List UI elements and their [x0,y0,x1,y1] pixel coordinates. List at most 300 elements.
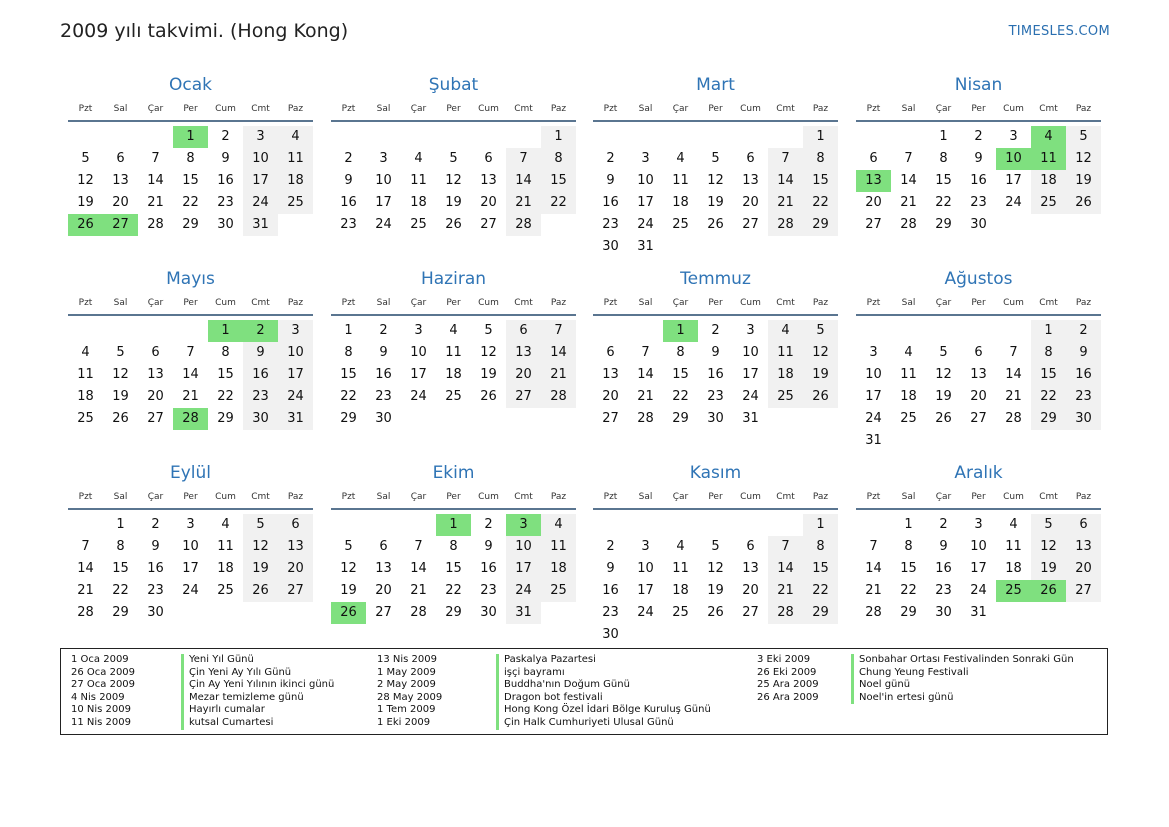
day-cell[interactable]: 7 [1009,345,1018,360]
day-cell[interactable]: 9 [606,173,615,188]
day-cell[interactable]: 8 [116,539,125,554]
day-cell[interactable]: 14 [410,561,427,576]
day-cell[interactable]: 18 [1031,170,1066,192]
day-cell[interactable]: 23 [147,583,164,598]
day-cell[interactable]: 28 [865,605,882,620]
day-cell[interactable]: 26 [935,411,952,426]
day-cell[interactable]: 1 [344,323,353,338]
day-cell[interactable]: 6 [746,151,755,166]
day-cell[interactable]: 12 [77,173,94,188]
day-cell[interactable]: 25 [672,605,689,620]
day-cell[interactable]: 20 [480,195,497,210]
day-cell[interactable]: 6 [278,514,313,536]
day-cell[interactable]: 16 [375,367,392,382]
day-cell[interactable]: 11 [77,367,94,382]
day-cell[interactable]: 30 [480,605,497,620]
day-cell[interactable]: 2 [1066,320,1101,342]
day-cell[interactable]: 23 [1066,386,1101,408]
day-cell[interactable]: 23 [707,389,724,404]
day-cell[interactable]: 20 [1066,558,1101,580]
day-cell[interactable]: 20 [147,389,164,404]
day-cell[interactable]: 13 [147,367,164,382]
day-cell[interactable]: 12 [935,367,952,382]
day-cell[interactable]: 11 [768,342,803,364]
day-cell[interactable]: 14 [637,367,654,382]
day-cell[interactable]: 19 [707,195,724,210]
day-cell[interactable]: 12 [1031,536,1066,558]
day-cell[interactable]: 30 [602,239,619,254]
day-cell[interactable]: 19 [1066,170,1101,192]
day-cell[interactable]: 23 [602,217,619,232]
day-cell[interactable]: 17 [637,583,654,598]
day-cell[interactable]: 9 [974,151,983,166]
day-cell[interactable]: 22 [340,389,357,404]
day-cell[interactable]: 3 [869,345,878,360]
day-cell[interactable]: 29 [112,605,129,620]
day-cell[interactable]: 16 [935,561,952,576]
day-cell[interactable]: 15 [1031,364,1066,386]
day-cell[interactable]: 4 [81,345,90,360]
day-cell[interactable]: 28 [768,214,803,236]
day-cell[interactable]: 18 [1005,561,1022,576]
day-cell[interactable]: 23 [340,217,357,232]
day-cell[interactable]: 1 [803,126,838,148]
day-cell[interactable]: 5 [711,151,720,166]
day-cell[interactable]: 16 [340,195,357,210]
day-cell[interactable]: 10 [996,148,1031,170]
day-cell[interactable]: 1 [904,517,913,532]
day-cell[interactable]: 28 [637,411,654,426]
day-cell[interactable]: 14 [77,561,94,576]
day-cell[interactable]: 26 [445,217,462,232]
day-cell[interactable]: 3 [641,151,650,166]
day-cell[interactable]: 15 [182,173,199,188]
day-cell[interactable]: 10 [375,173,392,188]
day-cell[interactable]: 7 [506,148,541,170]
day-cell[interactable]: 10 [410,345,427,360]
day-cell[interactable]: 7 [768,148,803,170]
day-cell[interactable]: 8 [541,148,576,170]
day-cell[interactable]: 15 [803,170,838,192]
day-cell[interactable]: 12 [707,173,724,188]
day-cell[interactable]: 6 [116,151,125,166]
site-link[interactable]: TIMESLES.COM [1008,24,1110,39]
day-cell[interactable]: 11 [1005,539,1022,554]
day-cell[interactable]: 25 [541,580,576,602]
day-cell[interactable]: 23 [480,583,497,598]
day-cell[interactable]: 10 [278,342,313,364]
day-cell[interactable]: 9 [939,539,948,554]
day-cell[interactable]: 13 [278,536,313,558]
day-cell[interactable]: 1 [803,514,838,536]
day-cell[interactable]: 3 [278,320,313,342]
day-cell[interactable]: 21 [768,192,803,214]
day-cell[interactable]: 22 [445,583,462,598]
day-cell[interactable]: 21 [865,583,882,598]
day-cell[interactable]: 27 [970,411,987,426]
day-cell[interactable]: 2 [344,151,353,166]
day-cell[interactable]: 2 [379,323,388,338]
day-cell[interactable]: 30 [375,411,392,426]
day-cell[interactable]: 26 [331,602,366,624]
day-cell[interactable]: 1 [541,126,576,148]
day-cell[interactable]: 4 [1031,126,1066,148]
day-cell[interactable]: 17 [278,364,313,386]
day-cell[interactable]: 7 [81,539,90,554]
day-cell[interactable]: 18 [410,195,427,210]
day-cell[interactable]: 16 [147,561,164,576]
day-cell[interactable]: 20 [742,195,759,210]
day-cell[interactable]: 10 [637,173,654,188]
day-cell[interactable]: 7 [641,345,650,360]
day-cell[interactable]: 5 [803,320,838,342]
day-cell[interactable]: 14 [147,173,164,188]
day-cell[interactable]: 8 [803,536,838,558]
day-cell[interactable]: 27 [103,214,138,236]
day-cell[interactable]: 7 [414,539,423,554]
day-cell[interactable]: 27 [602,411,619,426]
day-cell[interactable]: 8 [221,345,230,360]
day-cell[interactable]: 8 [676,345,685,360]
day-cell[interactable]: 16 [1066,364,1101,386]
day-cell[interactable]: 22 [672,389,689,404]
day-cell[interactable]: 17 [506,558,541,580]
day-cell[interactable]: 24 [1005,195,1022,210]
day-cell[interactable]: 5 [1066,126,1101,148]
day-cell[interactable]: 13 [742,173,759,188]
day-cell[interactable]: 10 [182,539,199,554]
day-cell[interactable]: 5 [344,539,353,554]
day-cell[interactable]: 9 [151,539,160,554]
day-cell[interactable]: 14 [900,173,917,188]
day-cell[interactable]: 7 [904,151,913,166]
day-cell[interactable]: 11 [1031,148,1066,170]
day-cell[interactable]: 31 [865,433,882,448]
day-cell[interactable]: 13 [112,173,129,188]
day-cell[interactable]: 25 [996,580,1031,602]
day-cell[interactable]: 26 [112,411,129,426]
day-cell[interactable]: 13 [602,367,619,382]
day-cell[interactable]: 24 [278,386,313,408]
day-cell[interactable]: 23 [935,583,952,598]
day-cell[interactable]: 28 [900,217,917,232]
day-cell[interactable]: 8 [344,345,353,360]
day-cell[interactable]: 2 [221,129,230,144]
day-cell[interactable]: 19 [77,195,94,210]
day-cell[interactable]: 26 [480,389,497,404]
day-cell[interactable]: 22 [803,580,838,602]
day-cell[interactable]: 29 [935,217,952,232]
day-cell[interactable]: 6 [151,345,160,360]
day-cell[interactable]: 30 [243,408,278,430]
day-cell[interactable]: 24 [742,389,759,404]
day-cell[interactable]: 27 [147,411,164,426]
day-cell[interactable]: 31 [970,605,987,620]
day-cell[interactable]: 22 [803,192,838,214]
day-cell[interactable]: 17 [182,561,199,576]
day-cell[interactable]: 5 [116,345,125,360]
day-cell[interactable]: 2 [606,151,615,166]
day-cell[interactable]: 19 [1031,558,1066,580]
day-cell[interactable]: 29 [672,411,689,426]
day-cell[interactable]: 6 [506,320,541,342]
day-cell[interactable]: 16 [480,561,497,576]
day-cell[interactable]: 29 [803,214,838,236]
day-cell[interactable]: 21 [506,192,541,214]
day-cell[interactable]: 29 [217,411,234,426]
day-cell[interactable]: 18 [77,389,94,404]
day-cell[interactable]: 31 [637,239,654,254]
day-cell[interactable]: 10 [742,345,759,360]
day-cell[interactable]: 14 [1005,367,1022,382]
day-cell[interactable]: 27 [480,217,497,232]
day-cell[interactable]: 12 [445,173,462,188]
day-cell[interactable]: 3 [379,151,388,166]
day-cell[interactable]: 8 [803,148,838,170]
day-cell[interactable]: 7 [869,539,878,554]
day-cell[interactable]: 31 [278,408,313,430]
day-cell[interactable]: 12 [1066,148,1101,170]
day-cell[interactable]: 16 [243,364,278,386]
day-cell[interactable]: 15 [445,561,462,576]
day-cell[interactable]: 1 [116,517,125,532]
day-cell[interactable]: 29 [803,602,838,624]
day-cell[interactable]: 20 [112,195,129,210]
day-cell[interactable]: 26 [1031,580,1066,602]
day-cell[interactable]: 28 [1005,411,1022,426]
day-cell[interactable]: 9 [711,345,720,360]
day-cell[interactable]: 25 [1031,192,1066,214]
day-cell[interactable]: 6 [746,539,755,554]
day-cell[interactable]: 5 [449,151,458,166]
day-cell[interactable]: 29 [182,217,199,232]
day-cell[interactable]: 4 [1009,517,1018,532]
day-cell[interactable]: 4 [449,323,458,338]
day-cell[interactable]: 6 [606,345,615,360]
day-cell[interactable]: 22 [541,192,576,214]
day-cell[interactable]: 9 [379,345,388,360]
day-cell[interactable]: 11 [541,536,576,558]
day-cell[interactable]: 3 [506,514,541,536]
day-cell[interactable]: 13 [856,170,891,192]
day-cell[interactable]: 10 [637,561,654,576]
day-cell[interactable]: 22 [1031,386,1066,408]
day-cell[interactable]: 20 [375,583,392,598]
day-cell[interactable]: 11 [217,539,234,554]
day-cell[interactable]: 29 [340,411,357,426]
day-cell[interactable]: 22 [182,195,199,210]
day-cell[interactable]: 11 [672,561,689,576]
day-cell[interactable]: 1 [1031,320,1066,342]
day-cell[interactable]: 3 [974,517,983,532]
day-cell[interactable]: 8 [1031,342,1066,364]
day-cell[interactable]: 4 [676,539,685,554]
day-cell[interactable]: 21 [1005,389,1022,404]
day-cell[interactable]: 1 [173,126,208,148]
day-cell[interactable]: 17 [970,561,987,576]
day-cell[interactable]: 9 [221,151,230,166]
day-cell[interactable]: 30 [217,217,234,232]
day-cell[interactable]: 18 [541,558,576,580]
day-cell[interactable]: 25 [278,192,313,214]
day-cell[interactable]: 1 [208,320,243,342]
day-cell[interactable]: 5 [1031,514,1066,536]
day-cell[interactable]: 28 [77,605,94,620]
day-cell[interactable]: 16 [602,195,619,210]
day-cell[interactable]: 5 [711,539,720,554]
day-cell[interactable]: 3 [746,323,755,338]
day-cell[interactable]: 6 [974,345,983,360]
day-cell[interactable]: 4 [414,151,423,166]
day-cell[interactable]: 24 [375,217,392,232]
day-cell[interactable]: 10 [506,536,541,558]
day-cell[interactable]: 28 [147,217,164,232]
day-cell[interactable]: 21 [768,580,803,602]
day-cell[interactable]: 14 [506,170,541,192]
day-cell[interactable]: 25 [672,217,689,232]
day-cell[interactable]: 12 [707,561,724,576]
day-cell[interactable]: 19 [935,389,952,404]
day-cell[interactable]: 1 [939,129,948,144]
day-cell[interactable]: 22 [217,389,234,404]
day-cell[interactable]: 13 [970,367,987,382]
day-cell[interactable]: 15 [541,170,576,192]
day-cell[interactable]: 4 [278,126,313,148]
day-cell[interactable]: 15 [340,367,357,382]
day-cell[interactable]: 19 [480,367,497,382]
day-cell[interactable]: 6 [1066,514,1101,536]
day-cell[interactable]: 26 [243,580,278,602]
day-cell[interactable]: 26 [707,217,724,232]
day-cell[interactable]: 15 [935,173,952,188]
day-cell[interactable]: 20 [506,364,541,386]
day-cell[interactable]: 30 [970,217,987,232]
day-cell[interactable]: 2 [484,517,493,532]
day-cell[interactable]: 28 [410,605,427,620]
day-cell[interactable]: 16 [707,367,724,382]
day-cell[interactable]: 18 [672,195,689,210]
day-cell[interactable]: 25 [410,217,427,232]
day-cell[interactable]: 3 [186,517,195,532]
day-cell[interactable]: 21 [541,364,576,386]
day-cell[interactable]: 13 [506,342,541,364]
day-cell[interactable]: 12 [803,342,838,364]
day-cell[interactable]: 18 [445,367,462,382]
day-cell[interactable]: 13 [480,173,497,188]
day-cell[interactable]: 4 [221,517,230,532]
day-cell[interactable]: 28 [768,602,803,624]
day-cell[interactable]: 10 [243,148,278,170]
day-cell[interactable]: 21 [410,583,427,598]
day-cell[interactable]: 8 [186,151,195,166]
day-cell[interactable]: 21 [900,195,917,210]
day-cell[interactable]: 2 [711,323,720,338]
day-cell[interactable]: 26 [1066,192,1101,214]
day-cell[interactable]: 13 [742,561,759,576]
day-cell[interactable]: 19 [243,558,278,580]
day-cell[interactable]: 2 [939,517,948,532]
day-cell[interactable]: 17 [742,367,759,382]
day-cell[interactable]: 18 [672,583,689,598]
day-cell[interactable]: 20 [278,558,313,580]
day-cell[interactable]: 2 [974,129,983,144]
day-cell[interactable]: 4 [768,320,803,342]
day-cell[interactable]: 22 [935,195,952,210]
day-cell[interactable]: 6 [484,151,493,166]
day-cell[interactable]: 21 [182,389,199,404]
day-cell[interactable]: 2 [151,517,160,532]
day-cell[interactable]: 14 [865,561,882,576]
day-cell[interactable]: 31 [243,214,278,236]
day-cell[interactable]: 14 [182,367,199,382]
day-cell[interactable]: 19 [445,195,462,210]
day-cell[interactable]: 24 [865,411,882,426]
day-cell[interactable]: 22 [900,583,917,598]
day-cell[interactable]: 25 [445,389,462,404]
day-cell[interactable]: 9 [484,539,493,554]
day-cell[interactable]: 28 [541,386,576,408]
day-cell[interactable]: 20 [742,583,759,598]
day-cell[interactable]: 24 [182,583,199,598]
day-cell[interactable]: 11 [672,173,689,188]
day-cell[interactable]: 5 [939,345,948,360]
day-cell[interactable]: 18 [900,389,917,404]
day-cell[interactable]: 26 [803,386,838,408]
day-cell[interactable]: 4 [904,345,913,360]
day-cell[interactable]: 7 [186,345,195,360]
day-cell[interactable]: 29 [1031,408,1066,430]
day-cell[interactable]: 5 [484,323,493,338]
day-cell[interactable]: 17 [637,195,654,210]
day-cell[interactable]: 1 [663,320,698,342]
day-cell[interactable]: 23 [243,386,278,408]
day-cell[interactable]: 15 [112,561,129,576]
day-cell[interactable]: 7 [541,320,576,342]
day-cell[interactable]: 27 [375,605,392,620]
day-cell[interactable]: 25 [217,583,234,598]
day-cell[interactable]: 5 [243,514,278,536]
day-cell[interactable]: 9 [606,561,615,576]
day-cell[interactable]: 25 [768,386,803,408]
day-cell[interactable]: 13 [375,561,392,576]
day-cell[interactable]: 25 [900,411,917,426]
day-cell[interactable]: 14 [768,170,803,192]
day-cell[interactable]: 1 [436,514,471,536]
day-cell[interactable]: 17 [375,195,392,210]
day-cell[interactable]: 30 [935,605,952,620]
day-cell[interactable]: 21 [147,195,164,210]
day-cell[interactable]: 27 [742,605,759,620]
day-cell[interactable]: 8 [904,539,913,554]
day-cell[interactable]: 16 [217,173,234,188]
day-cell[interactable]: 15 [672,367,689,382]
day-cell[interactable]: 27 [865,217,882,232]
day-cell[interactable]: 19 [112,389,129,404]
day-cell[interactable]: 28 [506,214,541,236]
day-cell[interactable]: 9 [344,173,353,188]
day-cell[interactable]: 5 [81,151,90,166]
day-cell[interactable]: 14 [541,342,576,364]
day-cell[interactable]: 12 [340,561,357,576]
day-cell[interactable]: 19 [340,583,357,598]
day-cell[interactable]: 4 [541,514,576,536]
day-cell[interactable]: 18 [278,170,313,192]
day-cell[interactable]: 15 [803,558,838,580]
day-cell[interactable]: 11 [410,173,427,188]
day-cell[interactable]: 23 [970,195,987,210]
day-cell[interactable]: 21 [77,583,94,598]
day-cell[interactable]: 31 [506,602,541,624]
